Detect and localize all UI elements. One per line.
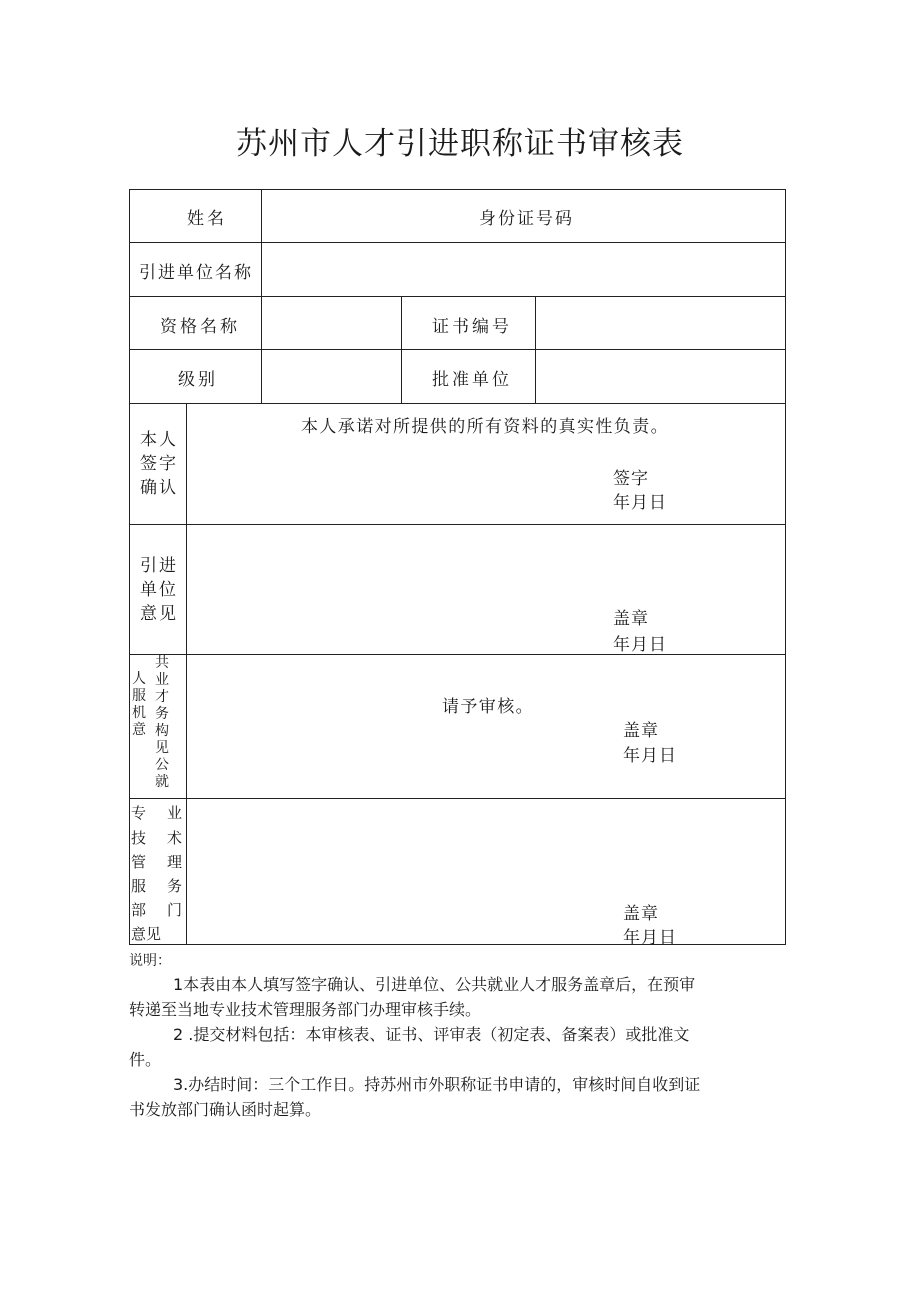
table-border-top [129,189,786,190]
note-1-line-2: 转递至当地专业技术管理服务部门办理审核手续。 [129,1000,482,1019]
col-divider [186,403,187,945]
level-label: 级别 [178,370,218,390]
col-divider [535,296,536,403]
col-divider [261,189,262,403]
employer-opinion-label: 引进 单位 意见 [140,556,178,624]
notes-heading: 说明： [129,953,171,969]
commitment-statement: 本人承诺对所提供的所有资料的真实性负责。 [301,417,669,437]
review-form-table: 姓名 身份证号码 引进单位名称 资格名称 证书编号 级别 批准单位 本人 签字 确认 本人承诺对所提供的所有资料的真实性负责。 签字 年月日 引进 单位 意见 盖章 年月日 人 服 机 意 共 业 才 务 构 见 公 就 请予审核。 盖章 年月日 专 业 技 术 管 理 服 务 部 门 意见 盖章 年月日 [129,189,786,945]
employer-date-label: 年月日 [613,635,667,655]
note-3-line-2: 书发放部门确认函时起算。 [129,1100,322,1119]
row-divider [129,654,786,655]
note-2-line-1: 2 .提交材料包括：本审核表、证书、评审表（初定表、备案表）或批准文 [173,1025,690,1044]
public-service-label-col1: 人 服 机 意 [132,671,146,738]
signature-date-label: 年月日 [613,493,667,513]
notes-section [129,950,789,1122]
qualification-name-label: 资格名称 [160,317,240,337]
name-label: 姓名 [187,209,227,229]
note-1-line-1: 1本表由本人填写签字确认、引进单位、公共就业人才服务盖章后，在预审 [173,975,696,994]
public-service-label-col2: 共 业 才 务 构 见 公 就 [155,655,169,790]
public-service-stamp-label: 盖章 [623,721,659,741]
row-divider [129,242,786,243]
approving-unit-label: 批准单位 [432,370,512,390]
note-3-line-1: 3.办结时间：三个工作日。持苏州市外职称证书申请的，审核时间自收到证 [173,1075,701,1094]
row-divider [129,403,786,404]
row-divider [129,296,786,297]
table-border-bottom [129,944,786,945]
note-2-line-2: 件。 [129,1050,162,1069]
review-request-text: 请予审核。 [442,697,534,717]
page-title: 苏州市人才引进职称证书审核表 [236,126,684,162]
employer-stamp-label: 盖章 [613,609,649,629]
certificate-number-label: 证书编号 [432,317,512,337]
id-number-label: 身份证号码 [479,209,574,229]
employer-name-label: 引进单位名称 [139,263,253,283]
table-border-right [785,189,786,945]
self-confirmation-label: 本人 签字 确认 [140,430,178,498]
row-divider [129,349,786,350]
row-divider [129,524,786,525]
col-divider [401,296,402,403]
public-service-date-label: 年月日 [623,746,677,766]
tech-dept-stamp-label: 盖章 [623,904,659,924]
tech-dept-date-label: 年月日 [623,928,677,948]
signature-label: 签字 [613,469,649,489]
table-border-left [129,189,130,945]
row-divider [129,798,786,799]
